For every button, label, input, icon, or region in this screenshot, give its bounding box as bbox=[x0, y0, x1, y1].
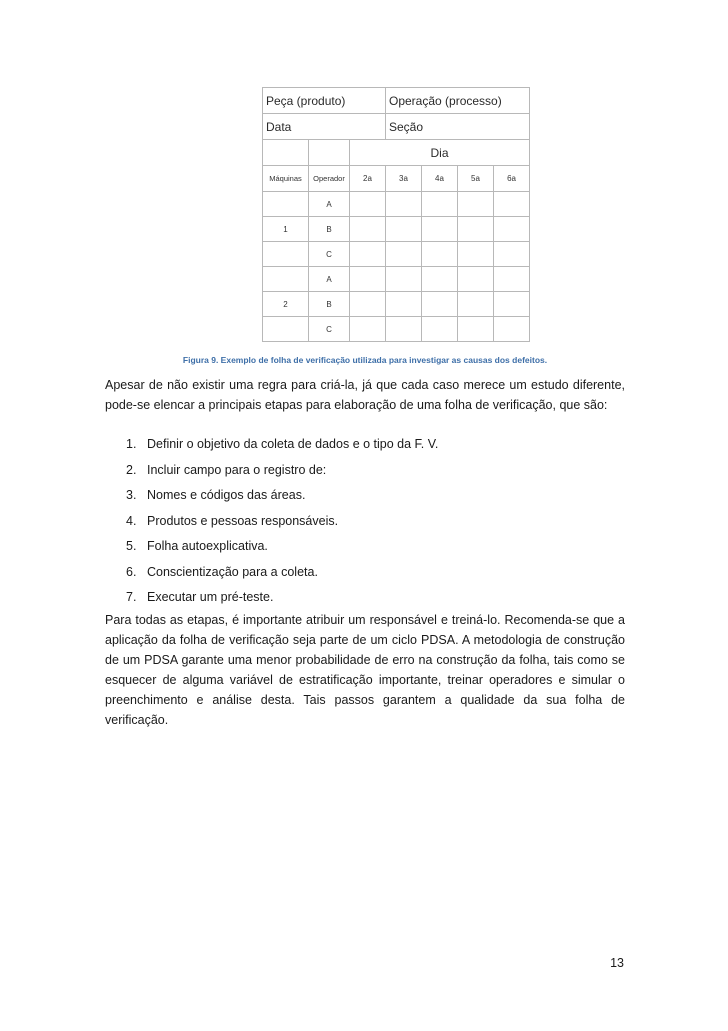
header-operacao: Operação (processo) bbox=[386, 88, 530, 114]
intro-paragraph: Apesar de não existir uma regra para criá-la, já que cada caso merece um estudo diferente, pode-se elencar a principais etapas para elaboração de uma folha de verificação, que são: bbox=[105, 378, 625, 412]
list-text: Nomes e códigos das áreas. bbox=[147, 488, 306, 502]
col-day: 3a bbox=[386, 166, 422, 192]
operator-cell: B bbox=[309, 217, 350, 242]
list-text: Conscientização para a coleta. bbox=[147, 564, 318, 579]
check-sheet-figure bbox=[262, 87, 530, 342]
list-text: Incluir campo para o registro de: bbox=[147, 462, 327, 477]
table-row bbox=[263, 217, 530, 242]
list-item bbox=[105, 434, 625, 460]
col-day: 6a bbox=[494, 166, 530, 192]
list-text: Definir o objetivo da coleta de dados e o tipo da F. V. bbox=[147, 437, 439, 451]
list-number: 2. bbox=[126, 462, 137, 477]
page-number: 13 bbox=[610, 956, 624, 970]
list-text: Executar um pré-teste. bbox=[147, 590, 274, 604]
header-dia: Dia bbox=[350, 140, 530, 166]
list-number: 1. bbox=[126, 437, 137, 451]
operator-cell: C bbox=[309, 317, 350, 342]
list-text: Folha autoexplicativa. bbox=[147, 539, 268, 553]
col-day: 4a bbox=[422, 166, 458, 192]
header-data: Data bbox=[263, 114, 386, 140]
list-item bbox=[105, 536, 625, 562]
col-day: 5a bbox=[458, 166, 494, 192]
table-row bbox=[263, 242, 530, 267]
list-number: 7. bbox=[126, 590, 137, 604]
list-number: 3. bbox=[126, 488, 137, 502]
list-text: Produtos e pessoas responsáveis. bbox=[147, 513, 339, 528]
header-peca: Peça (produto) bbox=[263, 88, 386, 114]
list-number: 4. bbox=[126, 513, 137, 528]
list-item bbox=[105, 587, 625, 613]
operator-cell: A bbox=[309, 267, 350, 292]
col-maquinas: Máquinas bbox=[263, 166, 309, 192]
closing-paragraph: Para todas as etapas, é importante atribuir um responsável e treiná-lo. Recomenda-se que a aplicação da folha de verificação seja parte de um ciclo PDSA. A metodologia de construção de um PDSA garante uma menor probabilidade de erro na construção da folha, tais como se esquecer de alguma variável de estratificação importante, treinar operadores e simular o preenchimento e análise desta. Tais passos garantem a qualidade da sua folha de verificação. bbox=[105, 613, 625, 727]
list-number: 5. bbox=[126, 539, 137, 553]
machine-cell: 2 bbox=[263, 292, 309, 317]
col-operador: Operador bbox=[309, 166, 350, 192]
operator-cell: B bbox=[309, 292, 350, 317]
list-item bbox=[105, 485, 625, 511]
figure-caption: Figura 9. Exemplo de folha de verificação utilizada para investigar as causas dos defeitos. bbox=[182, 355, 548, 365]
header-secao: Seção bbox=[386, 114, 530, 140]
table-row bbox=[263, 292, 530, 317]
col-day: 2a bbox=[350, 166, 386, 192]
list-number: 6. bbox=[126, 564, 137, 579]
list-item bbox=[105, 460, 625, 486]
operator-cell: C bbox=[309, 242, 350, 267]
list-item bbox=[105, 562, 625, 588]
operator-cell: A bbox=[309, 192, 350, 217]
table-row bbox=[263, 192, 530, 217]
list-item bbox=[105, 511, 625, 537]
machine-cell: 1 bbox=[263, 217, 309, 242]
table-row bbox=[263, 317, 530, 342]
table-row bbox=[263, 267, 530, 292]
steps-list bbox=[105, 434, 625, 613]
